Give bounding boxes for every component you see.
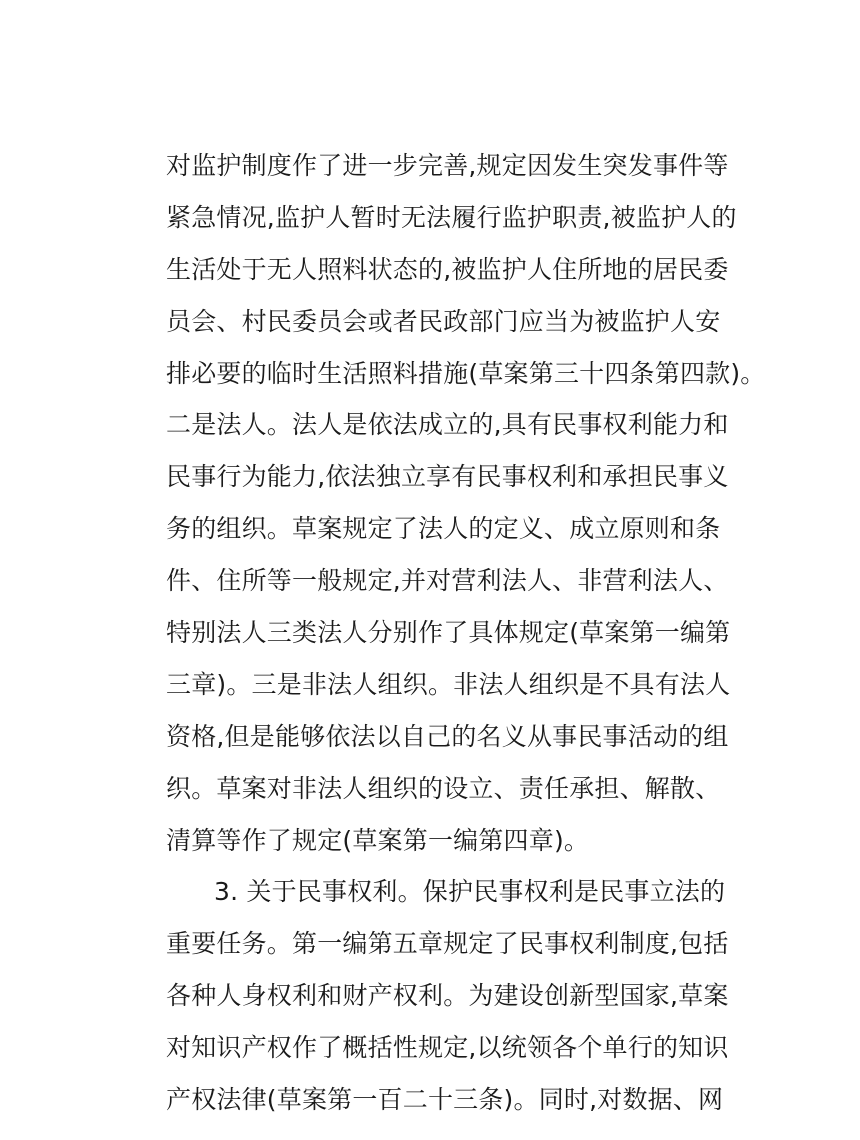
text-line: 各种人身权利和财产权利。为建设创新型国家,草案 (166, 981, 729, 1011)
text-line: 员会、村民委员会或者民政部门应当为被监护人安 (166, 306, 721, 336)
text-line: 民事行为能力,依法独立享有民事权利和承担民事义 (166, 462, 729, 492)
text-line: 件、住所等一般规定,并对营利法人、非营利法人、 (166, 566, 729, 596)
text-line: 清算等作了规定(草案第一编第四章)。 (166, 825, 590, 855)
text-line: 三章)。三是非法人组织。非法人组织是不具有法人 (166, 669, 731, 699)
text-line: 重要任务。第一编第五章规定了民事权利制度,包括 (166, 929, 729, 959)
text-line: 对监护制度作了进一步完善,规定因发生突发事件等 (166, 151, 729, 180)
text-line: 紧急情况,监护人暂时无法履行监护职责,被监护人的 (166, 202, 737, 232)
text-line: 生活处于无人照料状态的,被监护人住所地的居民委 (166, 254, 729, 284)
section-heading-line: 3. 关于民事权利。保护民事权利是民事立法的 (214, 877, 726, 907)
text-line: 特别法人三类法人分别作了具体规定(草案第一编第 (166, 618, 731, 648)
body-text (166, 140, 766, 1126)
text-line: 对知识产权作了概括性规定,以统领各个单行的知识 (166, 1033, 729, 1063)
text-line: 资格,但是能够依法以自己的名义从事民事活动的组 (166, 721, 729, 751)
text-line: 排必要的临时生活照料措施(草案第三十四条第四款)。 (166, 358, 766, 388)
text-line: 产权法律(草案第一百二十三条)。同时,对数据、网 (166, 1085, 724, 1115)
text-line: 织。草案对非法人组织的设立、责任承担、解散、 (166, 773, 721, 803)
text-line: 二是法人。法人是依法成立的,具有民事权利能力和 (166, 410, 729, 440)
text-line: 务的组织。草案规定了法人的定义、成立原则和条 (166, 514, 721, 544)
